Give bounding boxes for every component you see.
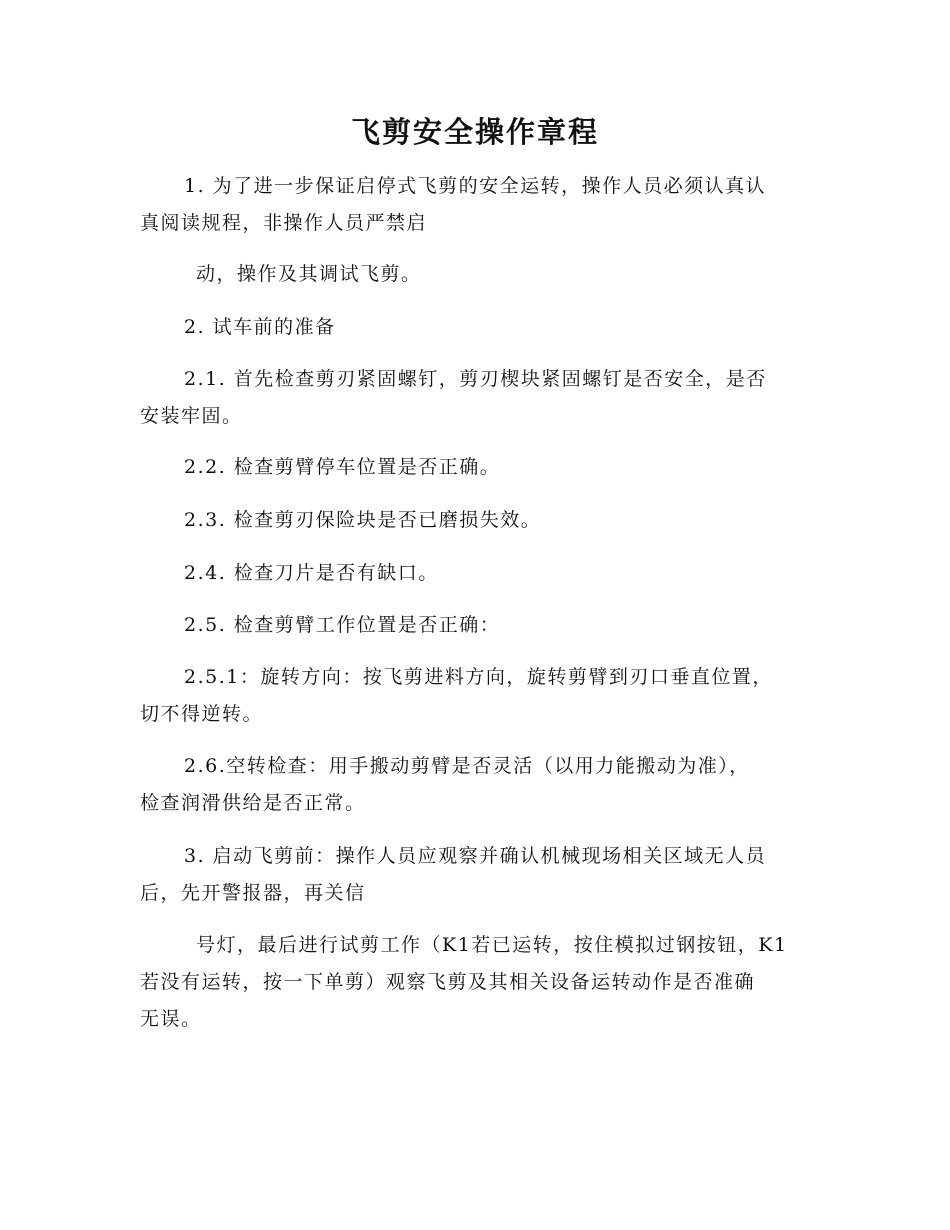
paragraph-line: 2.4. 检查刀片是否有缺口。 <box>184 562 439 584</box>
paragraph-line: 切不得逆转。 <box>140 703 264 725</box>
paragraph-line: 真阅读规程，非操作人员严禁启 <box>140 212 428 234</box>
paragraph-line: 无误。 <box>140 1008 202 1030</box>
paragraph-line: 3. 启动飞剪前：操作人员应观察并确认机械现场相关区域无人员 <box>184 845 767 867</box>
paragraph-3 <box>140 838 810 912</box>
paragraph-line: 2.5.1：旋转方向：按飞剪进料方向，旋转剪臂到刃口垂直位置， <box>184 666 773 688</box>
paragraph-line: 2.2. 检查剪臂停车位置是否正确。 <box>184 456 501 478</box>
paragraph-2-3 <box>140 502 810 539</box>
paragraph-1 <box>140 168 810 242</box>
paragraph-line: 若没有运转，按一下单剪）观察飞剪及其相关设备运转动作是否准确 <box>140 971 756 993</box>
paragraph-2-5 <box>140 607 810 644</box>
paragraph-line: 2.5. 检查剪臂工作位置是否正确： <box>184 614 501 636</box>
paragraph-2 <box>140 309 810 346</box>
paragraph-2-5-1 <box>140 659 810 733</box>
document-title: 飞剪安全操作章程 <box>350 115 599 149</box>
paragraph-line: 2.3. 检查剪刃保险块是否已磨损失效。 <box>184 509 542 531</box>
paragraph-2-2 <box>140 449 810 486</box>
paragraph-line: 1. 为了进一步保证启停式飞剪的安全运转，操作人员必须认真认 <box>184 175 767 197</box>
paragraph-2-1 <box>140 361 810 435</box>
paragraph-2-4 <box>140 555 810 592</box>
paragraph-line: 2.1. 首先检查剪刃紧固螺钉，剪刃楔块紧固螺钉是否安全，是否 <box>184 368 767 390</box>
paragraph-line: 2. 试车前的准备 <box>184 316 336 338</box>
paragraph-line: 安装牢固。 <box>140 405 243 427</box>
paragraph-3-continued <box>140 927 810 1038</box>
paragraph-line: 号灯，最后进行试剪工作（K1若已运转，按住模拟过钢按钮，K1 <box>196 934 788 956</box>
paragraph-line: 检查润滑供给是否正常。 <box>140 792 366 814</box>
paragraph-line: 后，先开警报器，再关信 <box>140 882 366 904</box>
paragraph-line: 动，操作及其调试飞剪。 <box>196 263 422 285</box>
paragraph-line: 2.6.空转检查：用手搬动剪臂是否灵活（以用力能搬动为准）， <box>184 755 750 777</box>
paragraph-2-6 <box>140 748 810 822</box>
paragraph-1-continued <box>140 256 810 293</box>
